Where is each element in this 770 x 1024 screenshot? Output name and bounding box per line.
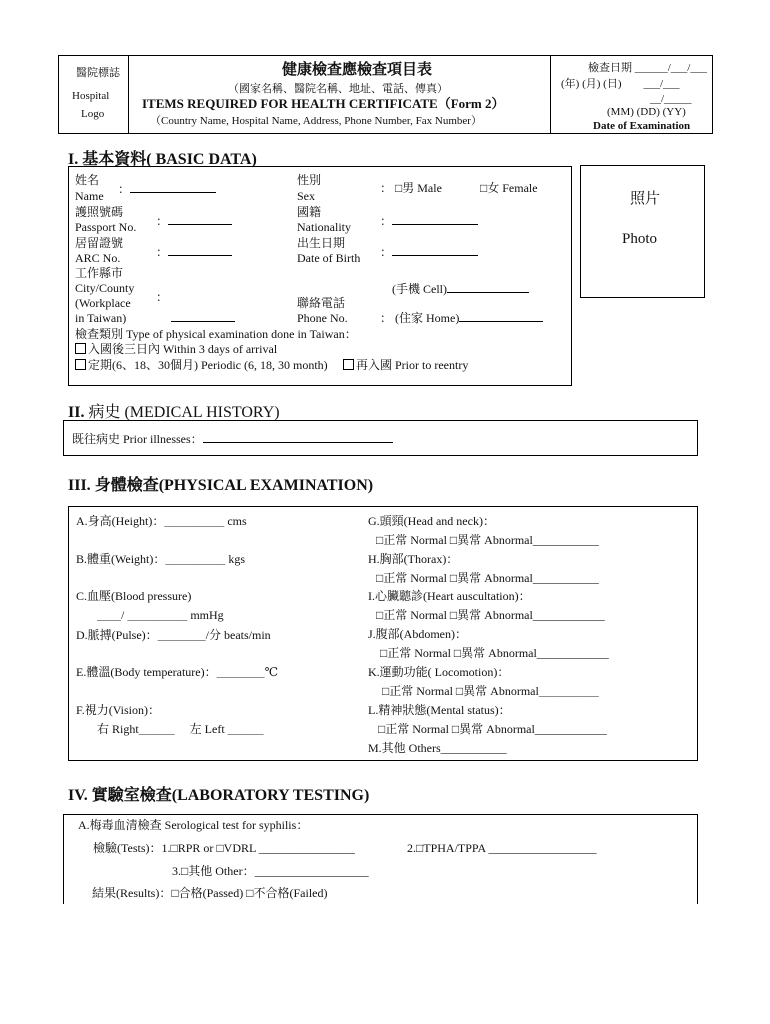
city-label-en1: City/County xyxy=(75,281,135,295)
sex-female-option[interactable]: □女 Female xyxy=(480,181,538,195)
hospital-logo-en2: Logo xyxy=(81,108,105,120)
temperature-field[interactable]: E.體溫(Body temperature)：＿＿＿＿℃ xyxy=(76,665,279,679)
exam-date-en: Date of Examination xyxy=(593,120,691,132)
section-history-heading: II. 病史 (MEDICAL HISTORY) xyxy=(68,404,280,421)
header-divider-right xyxy=(550,55,551,134)
form-title-cn: 健康檢查應檢查項目表 xyxy=(282,62,433,78)
syphilis-tests-tpha[interactable]: 2.□TPHA/TPPA __________________ xyxy=(407,841,597,855)
nationality-field[interactable]: ： xyxy=(380,214,478,228)
home-phone-field[interactable]: ： (住家 Home) xyxy=(380,311,543,325)
name-label-en: Name xyxy=(75,189,104,203)
dob-field[interactable]: ： xyxy=(380,245,478,259)
city-label-en2: (Workplace xyxy=(75,296,131,310)
arc-label-en: ARC No. xyxy=(75,251,121,265)
hospital-logo-cn: 醫院標誌 xyxy=(76,67,120,79)
locomotion-options[interactable]: □正常 Normal □異常 Abnormal＿＿＿＿＿ xyxy=(382,684,599,698)
pulse-field[interactable]: D.脈搏(Pulse)：＿＿＿＿/分 beats/min xyxy=(76,628,271,642)
blood-pressure-field[interactable]: ＿＿/ ＿＿＿＿＿ mmHg xyxy=(97,608,224,622)
photo-label-cn: 照片 xyxy=(630,191,661,207)
nationality-label-en: Nationality xyxy=(297,220,351,234)
mental-status-label: L.精神狀態(Mental status)： xyxy=(368,703,511,717)
form-subtitle-cn: （國家名稱、醫院名稱、地址、電話、傳真） xyxy=(228,83,448,95)
blood-pressure-label: C.血壓(Blood pressure) xyxy=(76,589,192,603)
exam-type-arrival-option[interactable]: 入國後三日內 Within 3 days of arrival xyxy=(75,342,277,356)
dob-label-en: Date of Birth xyxy=(297,251,361,265)
exam-date-units: (年) (月) (日) ___/___ xyxy=(561,78,680,90)
passport-label-cn: 護照號碼 xyxy=(75,205,124,219)
phone-label-en: Phone No. xyxy=(297,311,348,325)
header-divider-left xyxy=(128,55,129,134)
phone-label-cn: 聯絡電話 xyxy=(297,296,346,310)
cell-phone-field[interactable]: (手機 Cell) xyxy=(392,282,529,296)
exam-date-format: (MM) (DD) (YY) xyxy=(607,106,686,118)
mental-status-options[interactable]: □正常 Normal □異常 Abnormal____________ xyxy=(378,722,607,736)
heart-options[interactable]: □正常 Normal □異常 Abnormal____________ xyxy=(376,608,605,622)
exam-type-periodic-option[interactable]: 定期(6、18、30個月) Periodic (6, 18, 30 month) xyxy=(75,358,328,372)
city-field-line[interactable] xyxy=(171,311,235,325)
dob-label-cn: 出生日期 xyxy=(297,236,346,250)
city-label-cn: 工作縣市 xyxy=(75,266,124,280)
sex-label-en: Sex xyxy=(297,189,315,203)
prior-illnesses-field[interactable]: 既往病史 Prior illnesses： xyxy=(72,432,393,446)
city-label-en3: in Taiwan) xyxy=(75,311,127,325)
photo-label-en: Photo xyxy=(622,231,658,247)
locomotion-label: K.運動功能( Locomotion)： xyxy=(368,665,510,679)
passport-field[interactable]: ： xyxy=(156,214,232,228)
city-field[interactable]: ： xyxy=(156,290,169,304)
vision-field[interactable]: 右 Right＿＿＿ 左 Left ＿＿＿ xyxy=(97,722,264,736)
exam-date-label-cn: 檢查日期 ______/___/___ xyxy=(588,62,707,74)
exam-type-label: 檢查類別 Type of physical examination done in Taiwan： xyxy=(75,327,357,341)
name-label-cn: 姓名 xyxy=(75,173,100,187)
sex-label-cn: 性別 xyxy=(297,173,322,187)
syphilis-label: A.梅毒血清檢查 Serological test for syphilis： xyxy=(78,818,309,832)
height-field[interactable]: A.身高(Height)：＿＿＿＿＿ cms xyxy=(76,514,247,528)
arc-label-cn: 居留證號 xyxy=(75,236,124,250)
sex-male-option[interactable]: ： □男 Male xyxy=(380,181,442,195)
exam-type-reentry-option[interactable]: 再入國 Prior to reentry xyxy=(343,358,468,372)
syphilis-tests-rpr-vdrl[interactable]: 檢驗(Tests)：1.□RPR or □VDRL ________________ xyxy=(93,841,355,855)
section-basic-heading: I. 基本資料( BASIC DATA) xyxy=(68,151,257,168)
exam-date-line: __/_____ xyxy=(650,93,692,105)
form-title-en: ITEMS REQUIRED FOR HEALTH CERTIFICATE（Form 2） xyxy=(142,96,505,111)
section-lab-heading: IV. 實驗室檢查(LABORATORY TESTING) xyxy=(68,787,370,804)
form-subtitle-en: （Country Name, Hospital Name, Address, Phone Number, Fax Number） xyxy=(150,115,482,127)
arc-field[interactable]: ： xyxy=(156,245,232,259)
name-field[interactable]: ： xyxy=(118,182,216,196)
section-physical-heading: III. 身體檢查(PHYSICAL EXAMINATION) xyxy=(68,477,374,494)
abdomen-label: J.腹部(Abdomen)： xyxy=(368,627,467,641)
others-field[interactable]: M.其他 Others___________ xyxy=(368,741,507,755)
heart-label: I.心臟聽診(Heart auscultation)： xyxy=(368,589,531,603)
nationality-label-cn: 國籍 xyxy=(297,205,322,219)
passport-label-en: Passport No. xyxy=(75,220,137,234)
syphilis-results[interactable]: 結果(Results)：□合格(Passed) □不合格(Failed) xyxy=(92,886,328,900)
hospital-logo-en1: Hospital xyxy=(72,90,110,102)
weight-field[interactable]: B.體重(Weight)：＿＿＿＿＿ kgs xyxy=(76,552,246,566)
thorax-options[interactable]: □正常 Normal □異常 Abnormal___________ xyxy=(376,571,599,585)
thorax-label: H.胸部(Thorax)： xyxy=(368,552,459,566)
syphilis-tests-other[interactable]: 3.□其他 Other：___________________ xyxy=(172,864,369,878)
head-neck-options[interactable]: □正常 Normal □異常 Abnormal___________ xyxy=(376,533,599,547)
head-neck-label: G.頭頸(Head and neck)： xyxy=(368,514,495,528)
abdomen-options[interactable]: □正常 Normal □異常 Abnormal____________ xyxy=(380,646,609,660)
vision-label: F.視力(Vision)： xyxy=(76,703,160,717)
